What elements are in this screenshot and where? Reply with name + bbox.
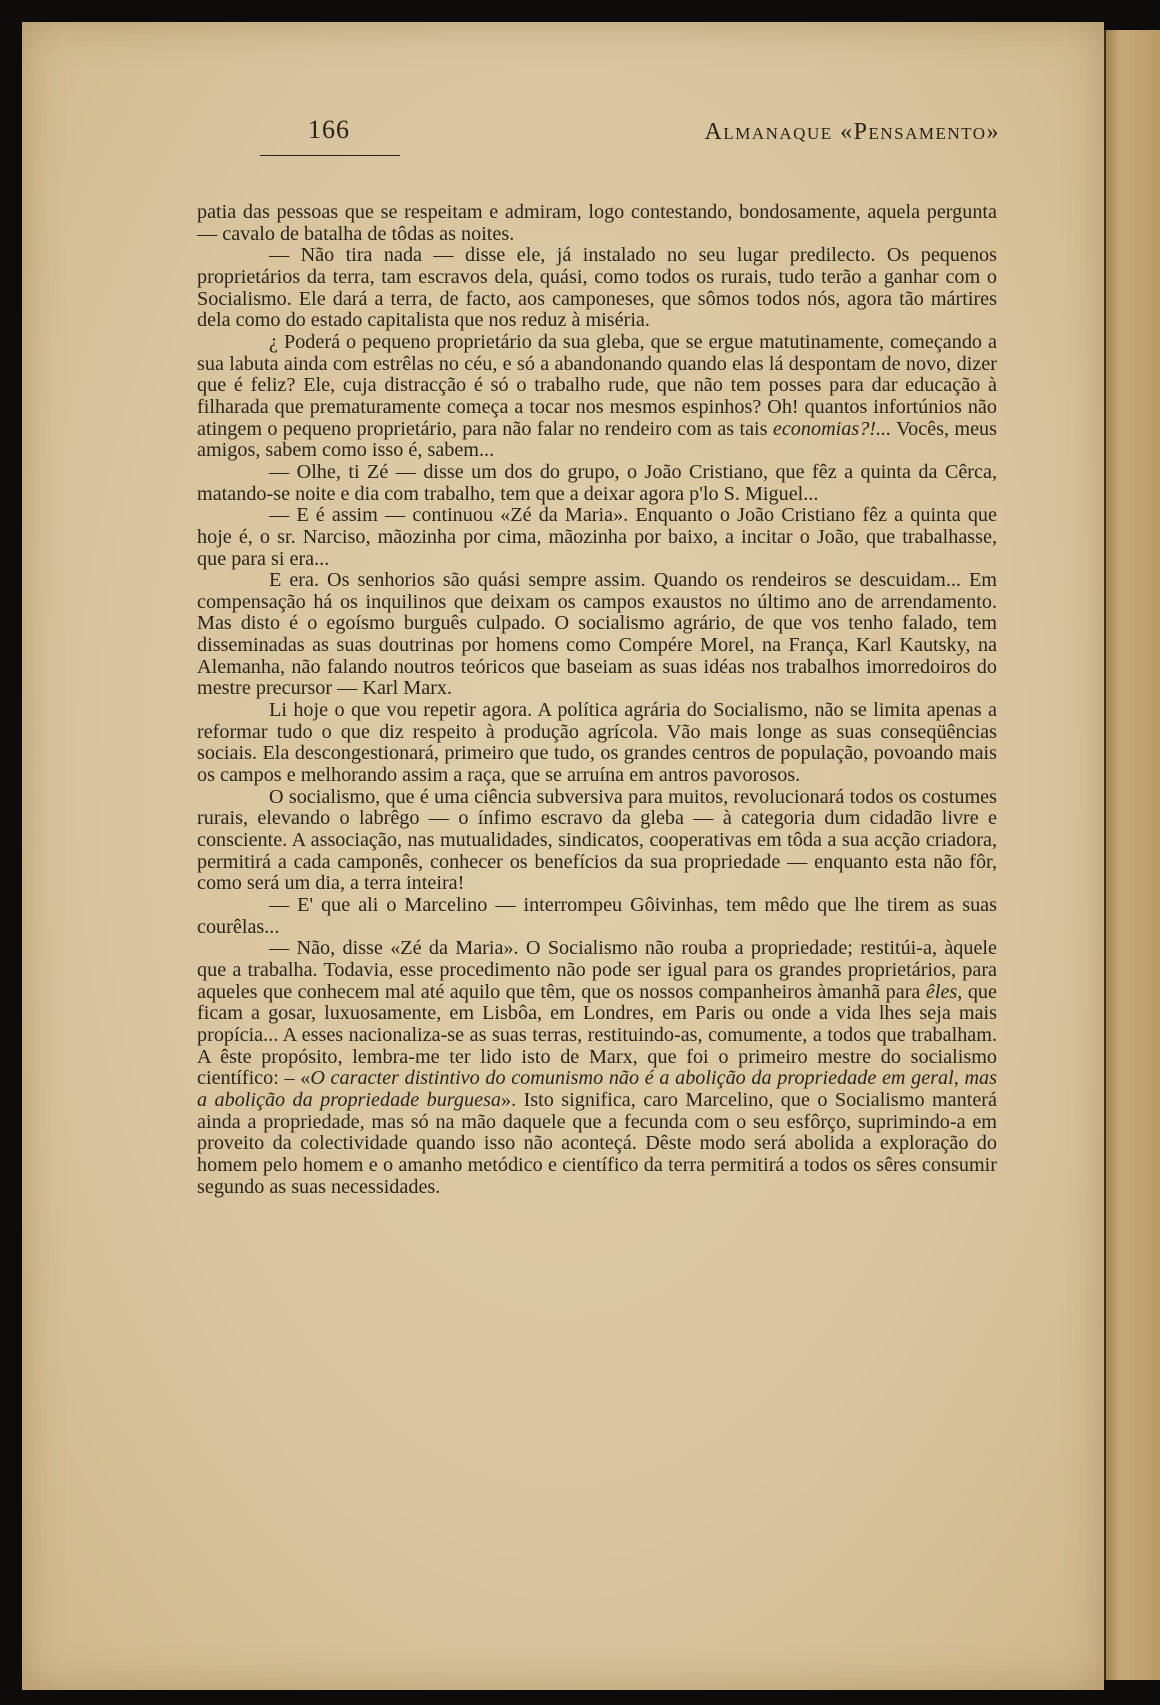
text-run: — Não tira nada — disse ele, já instalado no seu lugar predilecto. Os pequenos proprietários da terra, tam escravos dela, quási, como todos os rurais, tudo terão a ganhar com o Socialismo. Ele dará a terra, de facto, aos camponeses, que sômos todos nós, agora tão mártires dela como do estado capitalista que nos reduz à miséria. [197,244,997,332]
italic-text: O caracter distintivo do comunismo não é a abolição da propriedade em geral, mas a abolição da propriedade burguesa [197,1067,997,1111]
text-run: — Olhe, ti Zé — disse um dos do grupo, o João Cristiano, que fêz a quinta da Cêrca, matando-se noite e dia com trabalho, tem que a deixar agora p'lo S. Miguel... [197,460,997,505]
paragraph [197,462,997,505]
paragraph [197,895,997,938]
paragraph [197,505,997,570]
text-run: ¿ Poderá o pequeno proprietário da sua gleba, que se ergue matutinamente, começando a sua labuta ainda com estrêlas no céu, e só a abandonando quando elas lá despontam de novo, dizer que é feliz? Ele, cuja distracção é só o trabalho rude, que não tem posses para dar educação à filharada que prematuramente começa a tocar nos mesmos espinhos? Oh! quantos infortúnios não atingem o pequeno proprietário, para não falar no rendeiro com as tais [197,330,997,440]
paragraph [197,570,997,700]
italic-text: êles, [925,980,963,1003]
running-title: Almanaque «Pensamento» [704,119,1000,145]
text-run: — E' que ali o Marcelino — interrompeu Gôivinhas, tem mêdo que lhe tirem as suas courêlas... [197,894,997,938]
paragraph [197,245,997,332]
paragraph [197,787,997,895]
text-run: Li hoje o que vou repetir agora. A política agrária do Socialismo, não se limita apenas a reformar tudo o que diz respeito à produção agrícola. Vão mais longe as suas conseqüências sociais. Ela descongestionará, primeiro que tudo, os grandes centros de população, povoando mais os campos e melhorando assim a raça, que se arruína em antros pavorosos. [197,699,997,787]
text-run: que ficam a gosar, luxuosamente, em Lisbôa, em Londres, em Paris ou onde a vida lhes seja mais propícia... A esses nacionaliza-se as suas terras, restituindo-as, comumente, a todos que trabalham. A êste propósito, lembra-me ter lido isto de Marx, que foi o primeiro mestre do socialismo científico: – « [197,980,997,1090]
page-number: 166 [308,115,350,144]
text-run: — Não, disse «Zé da Maria». O Socialismo não rouba a propriedade; restitúi-a, àquele que a trabalha. Todavia, esse procedimento não pode ser igual para os grandes proprietários, para aqueles que conhecem mal até aquilo que têm, que os nossos companheiros àmanhã para [197,937,997,1003]
italic-text: economias?!... [772,417,892,440]
paragraph [197,202,997,245]
page-header [300,115,1000,155]
text-run: E era. Os senhorios são quási sempre assim. Quando os rendeiros se descuidam... Em compensação há os inquilinos que deixam os campos exaustos no último ano de arrendamento. Mas disto é o egoísmo burguês culpado. O socialismo agrário, de que vos tenho falado, tem disseminadas as suas doutrinas por homens como Compére Morel, na França, Karl Kautsky, na Alemanha, não falando noutros teóricos que baseiam as suas idéas nos trabalhos imorredoiros do mestre precursor — Karl Marx. [197,569,997,700]
body-text [197,202,997,1198]
header-rule [260,155,400,156]
text-run: patia das pessoas que se respeitam e admiram, logo contestando, bondosamente, aquela pergunta — cavalo de batalha de tôdas as noites. [197,201,997,245]
paragraph [197,700,997,787]
text-run: O socialismo, que é uma ciência subversiva para muitos, revolucionará todos os costumes rurais, elevando o labrêgo — o ínfimo escravo da gleba — à categoria dum cidadão livre e consciente. A associação, nas mutualidades, sindicatos, cooperativas em tôda a sua acção criadora, permitirá a cada camponês, conhecer os benefícios da sua propriedade — enquanto esta não fôr, como será um dia, a terra inteira! [197,785,997,895]
text-run: Vocês, meus amigos, sabem como isso é, sabem... [197,417,997,462]
paragraph [197,938,997,1198]
paragraph [197,332,997,462]
text-run: — E é assim — continuou «Zé da Maria». Enquanto o João Cristiano fêz a quinta que hoje é, o sr. Narciso, mãozinha por cima, mãozinha por baixo, a incitar o João, que trabalhasse, que para si era... [197,504,997,570]
text-run: ». Isto significa, caro Marcelino, que o Socialismo manterá ainda a propriedade, mas só na mão daquele que a fecunda com o seu esfôrço, suprimindo-a em proveito da colectividade quando isso não aconteçá. Dêste modo será abolida a exploração do homem pelo homem e o amanho metódico e científico da terra permitirá a todos os sêres consumir segundo as suas necessidades. [197,1088,997,1198]
adjacent-page-edge [1104,30,1160,1680]
